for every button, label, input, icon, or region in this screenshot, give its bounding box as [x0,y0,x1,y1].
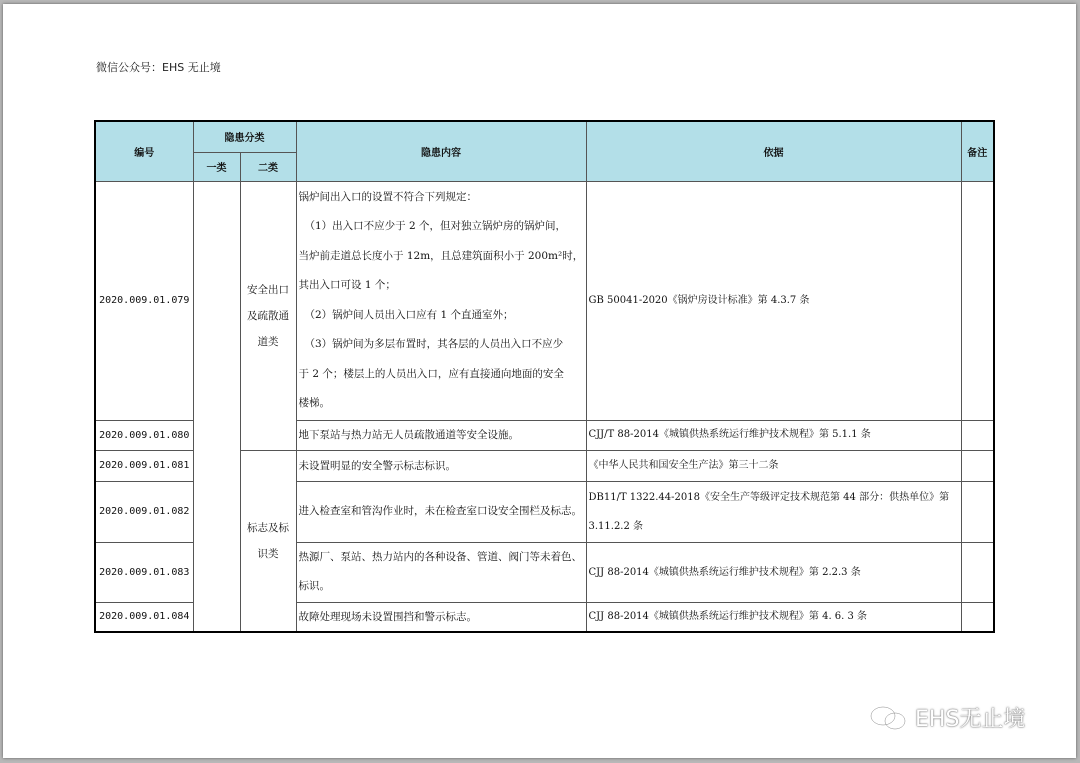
row-number: 2020.009.01.084 [95,602,193,632]
category-1-cell [193,181,240,632]
content-line: 锅炉间出入口的设置不符合下列规定： [298,190,477,203]
content-line: （2）锅炉间人员出入口应有 1 个直通室外； [304,308,514,321]
row-remarks [961,542,994,602]
wechat-icon [869,705,909,731]
row-basis: CJJ/T 88-2014《城镇供热系统运行维护技术规程》第 5.1.1 条 [586,420,961,450]
header-remarks: 备注 [961,121,994,181]
row-remarks [961,420,994,450]
content-line: （1）出入口不应少于 2 个，但对独立锅炉房的锅炉间， [304,220,567,232]
header-category: 隐患分类 [193,121,296,152]
row-content: 地下泵站与热力站无人员疏散通道等安全设施。 [296,420,586,450]
header-content: 隐患内容 [296,121,586,181]
header-category-2: 二类 [240,152,296,181]
row-basis: DB11/T 1322.44-2018《安全生产等级评定技术规范第 44 部分：供热单位》第 3.11.2.2 条 [586,481,961,542]
row-number: 2020.009.01.081 [95,450,193,481]
watermark-text: EHS无止境 [915,707,1026,732]
content-line: 于 2 个；楼层上的人员出入口，应有直接通向地面的安全 [298,367,564,380]
row-content [296,181,586,420]
category-2-group-2: 标志及标识类 [240,450,296,632]
content-line: 当炉前走道总长度小于 12m，且总建筑面积小于 200m²时， [298,249,584,262]
row-remarks [961,602,994,632]
row-content: 热源厂、泵站、热力站内的各种设备、管道、阀门等未着色、标识。 [296,542,586,602]
row-number: 2020.009.01.079 [95,181,193,420]
row-content: 故障处理现场未设置围挡和警示标志。 [296,602,586,632]
table-row [95,181,994,420]
row-basis: CJJ 88-2014《城镇供热系统运行维护技术规程》第 2.2.3 条 [586,542,961,602]
row-remarks [961,450,994,481]
row-number: 2020.009.01.080 [95,420,193,450]
content-line: （3）锅炉间为多层布置时，其各层的人员出入口不应少 [304,338,564,350]
row-basis: CJJ 88-2014《城镇供热系统运行维护技术规程》第 4. 6. 3 条 [586,602,961,632]
row-remarks [961,181,994,420]
header-category-1: 一类 [193,152,240,181]
row-basis: GB 50041-2020《锅炉房设计标准》第 4.3.7 条 [586,181,961,420]
row-basis: 《中华人民共和国安全生产法》第三十二条 [586,450,961,481]
watermark [869,702,1025,733]
header-number: 编号 [95,121,193,181]
row-remarks [961,481,994,542]
content-line: 其出入口可设 1 个； [298,279,396,291]
header-note: 微信公众号：EHS 无止境 [96,61,221,74]
content-line: 楼梯。 [298,397,330,409]
document-page [3,4,1076,758]
row-number: 2020.009.01.082 [95,481,193,542]
row-content: 未设置明显的安全警示标志标识。 [296,450,586,481]
row-content: 进入检查室和管沟作业时，未在检查室口设安全围栏及标志。 [296,481,586,542]
category-2-group-1: 安全出口及疏散通道类 [240,181,296,450]
row-number: 2020.009.01.083 [95,542,193,602]
header-basis: 依据 [586,121,961,181]
hazard-table [94,120,995,633]
